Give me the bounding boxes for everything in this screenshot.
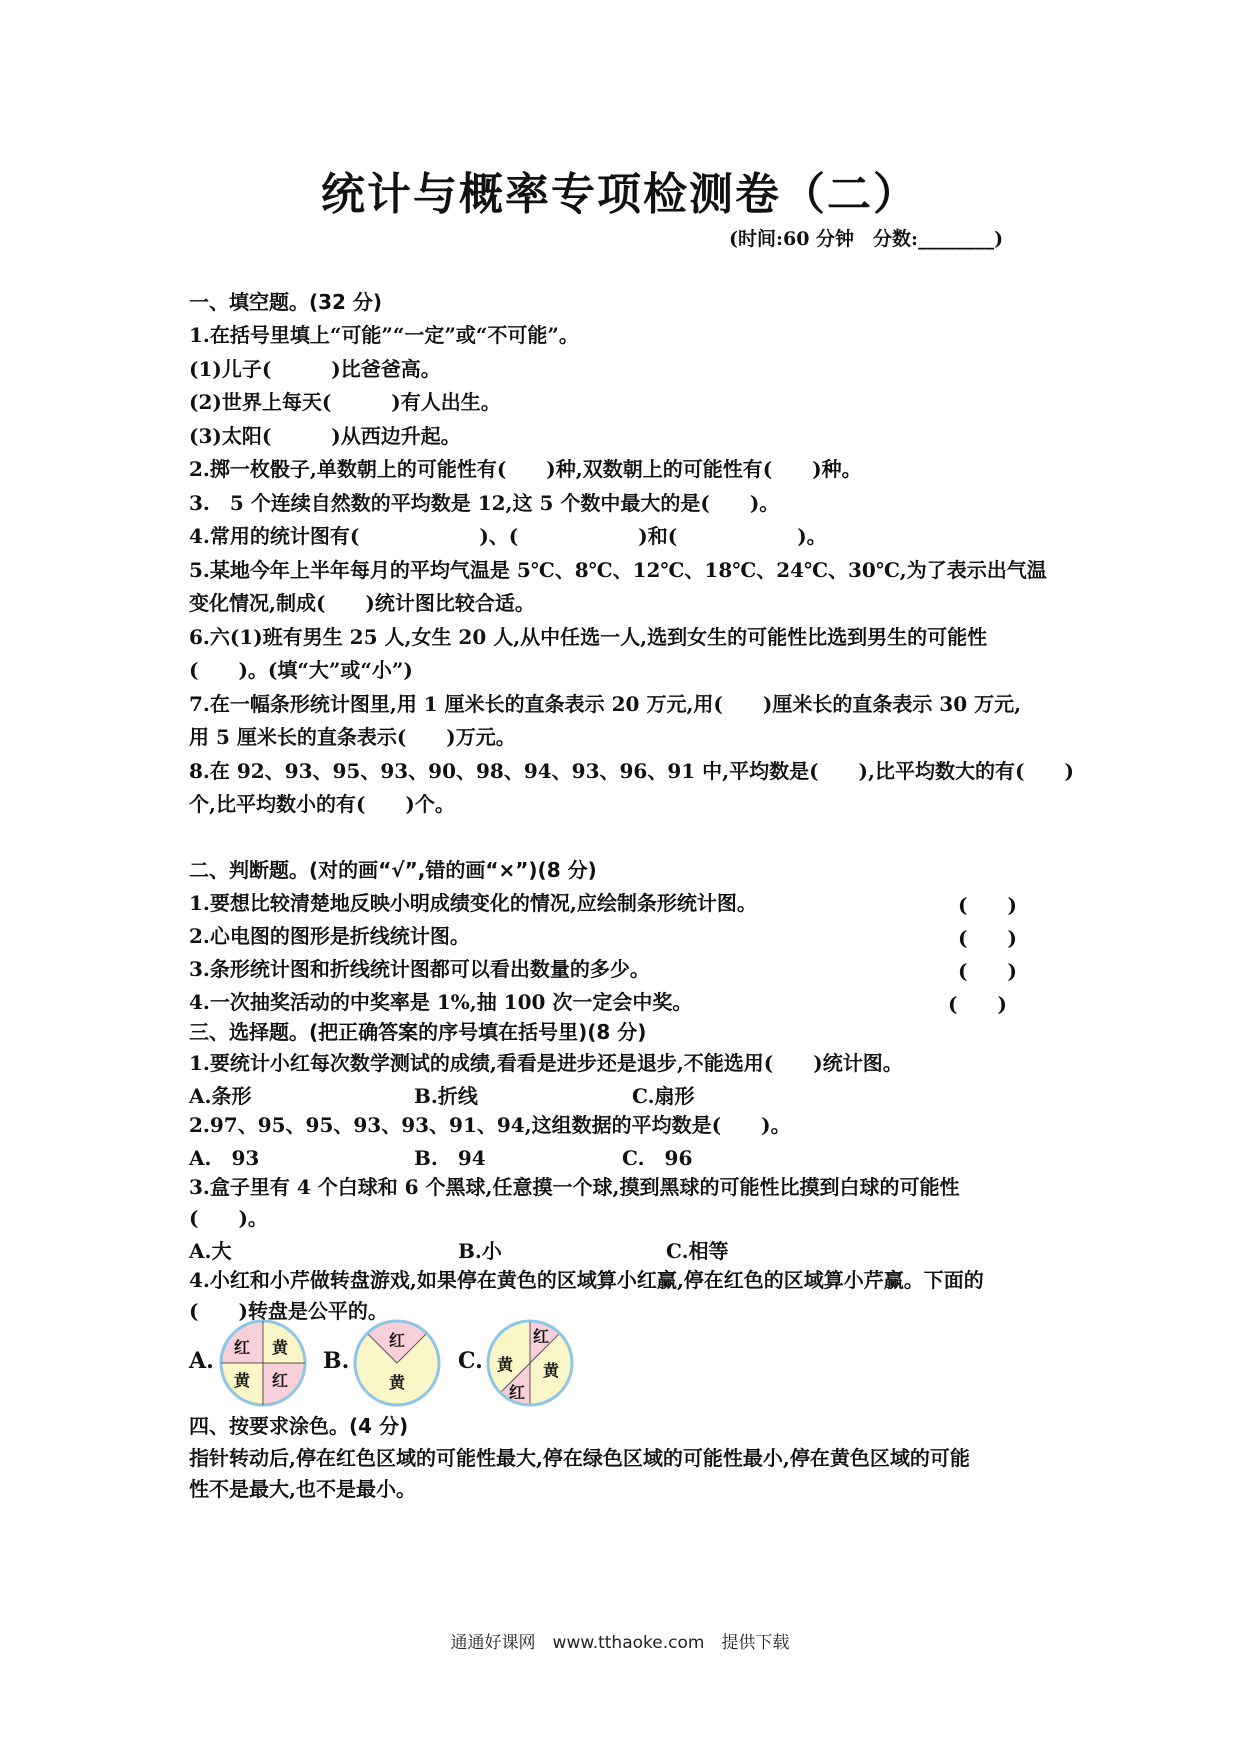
choice-question: 1.要统计小红每次数学测试的成绩,看看是进步还是退步,不能选用( )统计图。 [189,1051,903,1075]
s1-line: 用 5 厘米长的直条表示( )万元。 [189,725,516,749]
spinner-a-text: 红 [272,1371,289,1390]
choice-option[interactable]: C. 96 [622,1146,693,1170]
section3-heading: 三、选择题。(把正确答案的序号填在括号里)(8 分) [189,1020,647,1044]
judge-item: 3.条形统计图和折线统计图都可以看出数量的多少。 [189,957,650,981]
choice-option[interactable]: C.扇形 [632,1084,695,1108]
choice-option[interactable]: B.小 [458,1239,502,1263]
s1-line: (3)太阳( )从西边升起。 [189,424,461,448]
spinner-a-text: 黄 [272,1338,289,1357]
spinner-a-label[interactable]: A. [189,1348,214,1374]
spinner-b-text: 黄 [389,1373,406,1392]
section1-heading: 一、填空题。(32 分) [189,290,383,314]
choice-question: ( )。 [189,1206,268,1230]
spinner-c-text: 红 [533,1327,550,1346]
s1-line: ( )。(填“大”或“小”) [189,658,413,682]
choice-question: 3.盒子里有 4 个白球和 6 个黑球,任意摸一个球,摸到黑球的可能性比摸到白球的可能性 [189,1175,960,1199]
s1-line: 个,比平均数小的有( )个。 [189,792,455,816]
choice-question: 2.97、95、95、93、93、91、94,这组数据的平均数是( )。 [189,1113,791,1137]
spinner-c-text: 红 [509,1383,526,1402]
s1-line: 8.在 92、93、95、93、90、98、94、93、96、91 中,平均数是( ),比平均数大的有( ) [189,759,1074,783]
s1-line: (1)儿子( )比爸爸高。 [189,357,441,381]
judge-item: 1.要想比较清楚地反映小明成绩变化的情况,应绘制条形统计图。 [189,891,757,915]
s1-line: 7.在一幅条形统计图里,用 1 厘米长的直条表示 20 万元,用( )厘米长的直条表示 30 万元, [189,692,1022,716]
choice-option[interactable]: B.折线 [414,1084,478,1108]
choice-option[interactable]: A.条形 [189,1084,252,1108]
judge-blank[interactable]: ( ) [958,926,1017,950]
spinner-c-text: 黄 [543,1361,560,1380]
spinner-c-label[interactable]: C. [458,1348,483,1374]
spinner-a-text: 黄 [234,1371,251,1390]
judge-blank[interactable]: ( ) [948,992,1007,1016]
judge-item: 4.一次抽奖活动的中奖率是 1%,抽 100 次一定会中奖。 [189,990,693,1014]
choice-question: 4.小红和小芹做转盘游戏,如果停在黄色的区域算小红赢,停在红色的区域算小芹赢。下面的 [189,1268,984,1292]
choice-option[interactable]: A. 93 [189,1146,260,1170]
s1-line: 3. 5 个连续自然数的平均数是 12,这 5 个数中最大的是( )。 [189,491,780,515]
exam-title: 统计与概率专项检测卷（二） [321,169,919,220]
s1-line: 6.六(1)班有男生 25 人,女生 20 人,从中任选一人,选到女生的可能性比选到男生的可能性 [189,625,988,649]
choice-option[interactable]: A.大 [189,1239,232,1263]
spinner-a [218,1318,308,1408]
judge-blank[interactable]: ( ) [958,959,1017,983]
choice-option[interactable]: B. 94 [414,1146,486,1170]
judge-item: 2.心电图的图形是折线统计图。 [189,924,470,948]
s4-line: 指针转动后,停在红色区域的可能性最大,停在绿色区域的可能性最小,停在黄色区域的可能 [189,1446,970,1470]
s1-line: 变化情况,制成( )统计图比较合适。 [189,591,535,615]
spinner-b [352,1318,442,1408]
judge-blank[interactable]: ( ) [958,893,1017,917]
s1-line: (2)世界上每天( )有人出生。 [189,390,501,414]
s4-line: 性不是最大,也不是最小。 [189,1477,416,1501]
section2-heading: 二、判断题。(对的画“√”,错的画“×”)(8 分) [189,858,597,882]
s1-line: 1.在括号里填上“可能”“一定”或“不可能”。 [189,323,579,347]
choice-option[interactable]: C.相等 [666,1239,729,1263]
section4-heading: 四、按要求涂色。(4 分) [189,1414,409,1438]
choice-question: ( )转盘是公平的。 [189,1299,388,1323]
s1-line: 2.掷一枚骰子,单数朝上的可能性有( )种,双数朝上的可能性有( )种。 [189,457,862,481]
s1-line: 5.某地今年上半年每月的平均气温是 5℃、8℃、12℃、18℃、24℃、30℃,为了表示出气温 [189,558,1047,582]
spinner-c-text: 黄 [497,1355,514,1374]
time-score-line: (时间:60 分钟 分数:________) [729,228,1004,250]
spinner-a-text: 红 [234,1338,251,1357]
spinner-b-label[interactable]: B. [323,1348,350,1374]
spinner-c [485,1318,575,1408]
footer-source: 通通好课网 www.tthaoke.com 提供下载 [450,1633,790,1653]
spinner-b-text: 红 [389,1331,406,1350]
s1-line: 4.常用的统计图有( )、( )和( )。 [189,524,827,548]
